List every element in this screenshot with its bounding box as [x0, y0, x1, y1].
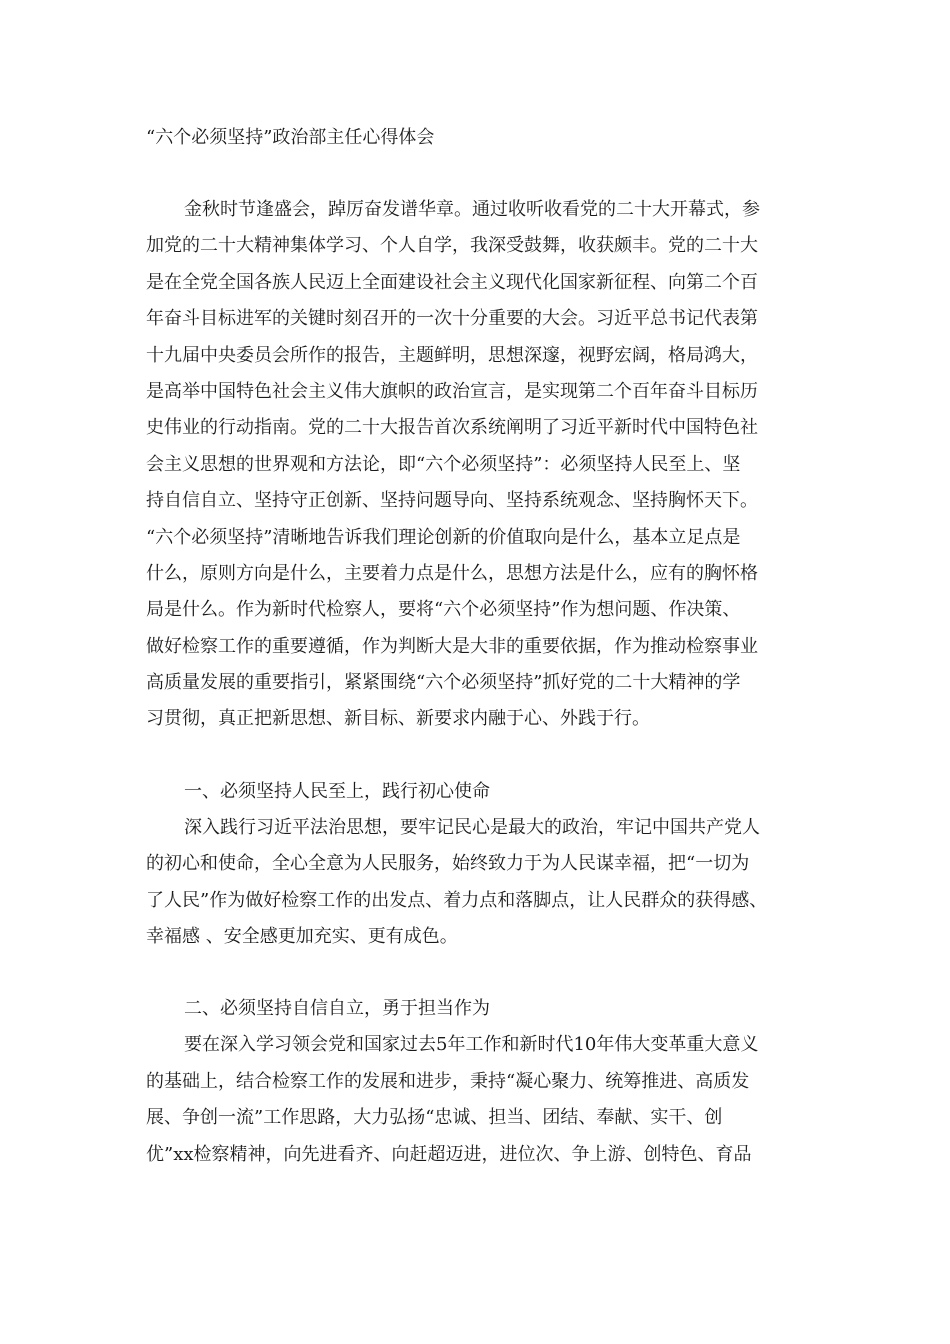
- document-title: “六个必须坚持”政治部主任心得体会: [146, 127, 435, 148]
- paragraph-line: 了人民”作为做好检察工作的出发点、着力点和落脚点，让人民群众的获得感、: [146, 889, 768, 911]
- document-body: [146, 120, 818, 1173]
- paragraph-line: 局是什么。作为新时代检察人，要将“六个必须坚持”作为想问题、作决策、: [146, 599, 741, 621]
- paragraph-line: 的基础上，结合检察工作的发展和进步，秉持“凝心聚力、统筹推进、高质发: [146, 1070, 750, 1092]
- section-2-heading: 二、必须坚持自信自立，勇于担当作为: [184, 998, 490, 1020]
- paragraph-line: 做好检察工作的重要遵循，作为判断大是大非的重要依据，作为推动检察事业: [146, 635, 758, 657]
- paragraph-line: 史伟业的行动指南。党的二十大报告首次系统阐明了习近平新时代中国特色社: [146, 417, 758, 439]
- section-2-paragraph: [146, 1027, 818, 1173]
- section-1-heading: 一、必须坚持人民至上，践行初心使命: [184, 780, 490, 802]
- paragraph-line: 要在深入学习领会党和国家过去5年工作和新时代10年伟大变革重大意义: [184, 1034, 759, 1056]
- paragraph-line: 的初心和使命，全心全意为人民服务，始终致力于为人民谋幸福，把“一切为: [146, 853, 750, 875]
- intro-paragraph: [146, 192, 818, 738]
- paragraph-line: 什么，原则方向是什么，主要着力点是什么，思想方法是什么，应有的胸怀格: [146, 562, 758, 584]
- paragraph-line: 是高举中国特色社会主义伟大旗帜的政治宣言，是实现第二个百年奋斗目标历: [146, 380, 758, 402]
- paragraph-line: 深入践行习近平法治思想，要牢记民心是最大的政治，牢记中国共产党人: [184, 816, 760, 838]
- paragraph-line: 金秋时节逢盛会，踔厉奋发谱华章。通过收听收看党的二十大开幕式，参: [184, 199, 760, 220]
- paragraph-line: 会主义思想的世界观和方法论，即“六个必须坚持”：必须坚持人民至上、坚: [146, 453, 741, 475]
- paragraph-line: 展、争创一流”工作思路，大力弘扬“忠诚、担当、团结、奉献、实干、创: [146, 1107, 723, 1129]
- paragraph-line: 高质量发展的重要指引，紧紧围绕“六个必须坚持”抓好党的二十大精神的学: [146, 672, 741, 694]
- paragraph-line: 十九届中央委员会所作的报告，主题鲜明，思想深邃，视野宏阔，格局鸿大，: [146, 344, 758, 366]
- section-1-paragraph: [146, 810, 818, 956]
- paragraph-line: “六个必须坚持”清晰地告诉我们理论创新的价值取向是什么，基本立足点是: [146, 526, 741, 548]
- paragraph-line: 优”xx检察精神，向先进看齐、向赶超迈进，进位次、争上游、创特色、育品: [146, 1143, 752, 1165]
- paragraph-line: 加党的二十大精神集体学习、个人自学，我深受鼓舞，收获颇丰。党的二十大: [146, 235, 758, 257]
- paragraph-line: 年奋斗目标进军的关键时刻召开的一次十分重要的大会。习近平总书记代表第: [146, 308, 758, 330]
- paragraph-line: 幸福感 、安全感更加充实、更有成色。: [146, 926, 458, 948]
- paragraph-line: 持自信自立、坚持守正创新、坚持问题导向、坚持系统观念、坚持胸怀天下。: [146, 490, 758, 512]
- paragraph-line: 习贯彻，真正把新思想、新目标、新要求内融于心、外践于行。: [146, 708, 650, 730]
- paragraph-line: 是在全党全国各族人民迈上全面建设社会主义现代化国家新征程、向第二个百: [146, 271, 758, 293]
